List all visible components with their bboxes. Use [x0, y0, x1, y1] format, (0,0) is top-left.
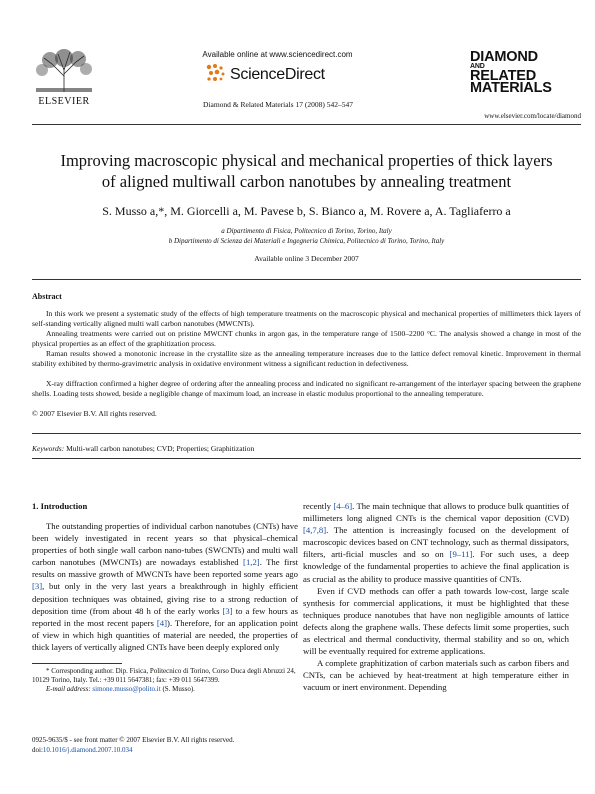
footnote [32, 667, 298, 694]
abstract-heading: Abstract [32, 292, 62, 301]
issn-line: 0925-9635/$ - see front matter © 2007 Elsevier B.V. All rights reserved. [32, 736, 235, 744]
author-list: S. Musso a,*, M. Giorcelli a, M. Pavese b, S. Bianco a, M. Rovere a, A. Tagliaferro a [102, 204, 511, 218]
journal-citation: Diamond & Related Materials 17 (2008) 542–547 [203, 100, 353, 109]
elsevier-tree-logo [32, 44, 96, 94]
corresponding-author-note: * Corresponding author. Dip. Fisica, Politecnico di Torino, Corso Duca degli Abruzzi 24, 10129 Torino, Italy. Tel.: +39 011 5647381; fax: +39 011 5647399. [32, 667, 296, 684]
bottom-metadata [32, 736, 234, 755]
copyright-line: © 2007 Elsevier B.V. All rights reserved. [32, 409, 157, 418]
journal-url[interactable]: www.elsevier.com/locate/diamond [484, 112, 581, 120]
email-link[interactable]: simone.musso@polito.it [92, 685, 161, 693]
email-line [32, 685, 298, 694]
body-paragraph [303, 500, 569, 585]
email-label: E-mail address: [46, 685, 91, 693]
citation-link[interactable]: [3] [222, 605, 233, 616]
journal-logo-line: DIAMOND [470, 49, 538, 65]
sciencedirect-logo-icon [205, 63, 227, 83]
affiliation-a: a Dipartimento di Fisica, Politecnico di Torino, Torino, Italy [221, 227, 392, 235]
keywords-divider [32, 433, 581, 434]
abstract-paragraph: Raman results showed a monotonic increase in the crystallite size as the annealing temperature increases due to the lattice defect removal kinetic. Improvement in thermal stability exhibited by thermo-gravimetric analysis in oxidative environment witness a significant reduction in defectiveness. [32, 349, 581, 368]
footnote-divider [32, 663, 122, 664]
title-line: of aligned multiwall carbon nanotubes by annealing treatment [101, 172, 512, 191]
body-paragraph: Even if CVD methods can offer a path towards low-cost, large scale synthesis for commercial applications, it must be highlighted that these techniques produce nanotubes that have non negligible amounts of lattice defects along the graphene walls. These defects limit some properties, such as electrical and thermal conductivity, thermal stability and so on, which will be eventually required for extreme applications. [303, 585, 569, 657]
sciencedirect-wordmark: ScienceDirect [230, 66, 325, 83]
keywords-label: Keywords: [32, 444, 65, 453]
abstract-paragraph: Annealing treatments were carried out on pristine MWCNT chunks in argon gas, in the temperature range of 1500–2200 °C. The analysis showed a change in most of the physical properties as an effect of the graphitization process. [32, 329, 581, 348]
body-text: . The main technique that allows to produce bulk quantities of millimeters long aligned CNTs is the chemical vapor deposition (CVD) [303, 501, 569, 524]
abstract-top-divider [32, 279, 581, 280]
body-text: . For such uses, a deep knowledge of the fundamental properties to achieve the final application is as crucial as the ability to produce massive quantities of CNTs. [303, 549, 569, 584]
left-column [32, 520, 298, 653]
available-online-text: Available online at www.sciencedirect.com [202, 50, 353, 59]
citation-link[interactable]: [9–11] [449, 549, 473, 560]
email-suffix: (S. Musso). [162, 685, 195, 693]
body-text: , but only in the very last years a breakthrough in highly efficient deposition techniques was obtained, giving rise to a strong reduction of deposition time (from about 48 h of the early works [32, 581, 298, 616]
keywords-values: Multi-wall carbon nanotubes; CVD; Properties; Graphitization [66, 444, 255, 453]
citation-link[interactable]: [3] [32, 581, 43, 592]
title-line: Improving macroscopic physical and mechanical properties of thick layers [60, 151, 553, 170]
section-heading: 1. Introduction [32, 501, 88, 511]
online-date: Available online 3 December 2007 [254, 254, 359, 263]
article-title [32, 150, 581, 192]
body-text: The outstanding properties of individual carbon nanotubes (CNTs) have been widely investigated in recent years so that physical–chemical properties of both single wall carbon nano-tubes (SWCNTs) and multi wall carbon nanotubes (MWCNTs) are nowadays established [32, 521, 298, 568]
affiliation-b: b Dipartimento di Scienza dei Materiali e Ingegneria Chimica, Politecnico di Torino, Torino, Italy [168, 237, 445, 245]
citation-link[interactable]: [4,7,8] [303, 525, 327, 536]
body-text: . The attention is increasingly focused on the development of macroscopic devices based on CNT technology, such as thermal dissipators, filters, arti-ficial muscles and so on [303, 525, 569, 560]
body-text: . The first results on massive growth of MWCNTs have been reported some years ago [32, 557, 299, 580]
journal-logo-line: AND [470, 63, 485, 70]
header-divider [32, 124, 581, 125]
citation-link[interactable]: [4] [156, 617, 168, 628]
journal-logo-line: MATERIALS [470, 80, 552, 96]
body-text: recently [303, 501, 334, 511]
journal-logo [470, 51, 580, 94]
right-column [303, 500, 569, 694]
abstract-paragraph: In this work we present a systematic study of the effects of high temperature treatments on the macroscopic physical and mechanical properties of millimeters thick layers of self-standing vertically aligned multi wall carbon nanotubes (MWCNTs). [32, 309, 581, 328]
doi-label: doi: [32, 745, 43, 754]
body-text: ). Therefore, for an application point of view in which high quantities of material are needed, the properties of thick layers of vertically aligned CNTs have been deeply explored only [32, 617, 298, 652]
keywords-line [32, 444, 254, 453]
doi-link[interactable]: 10.1016/j.diamond.2007.10.034 [42, 745, 133, 754]
doi-line [32, 746, 234, 756]
journal-logo-line: RELATED [470, 68, 536, 84]
citation-link[interactable]: [1,2] [243, 557, 260, 568]
body-paragraph: A complete graphitization of carbon materials such as carbon fibers and CNTs, can be achieved by heat-treatment at high temperature either in vacuum or inert environment. Depending [303, 658, 569, 693]
body-text: to a few hours as reported in the most recent papers [32, 605, 298, 628]
body-paragraph [32, 520, 298, 653]
citation-link[interactable]: [4–6] [333, 501, 353, 511]
publisher-name: ELSEVIER [38, 96, 90, 107]
abstract-paragraph: X-ray diffraction confirmed a higher degree of ordering after the annealing process and indicated no significant re-arrangement of the interlayer spacing between the graphene shells. Loading tests showed, beside a negligible change of maximum load, an increase in elastic modulus proportional to the annealing temperature. [32, 379, 581, 398]
abstract-bottom-divider [32, 458, 581, 459]
